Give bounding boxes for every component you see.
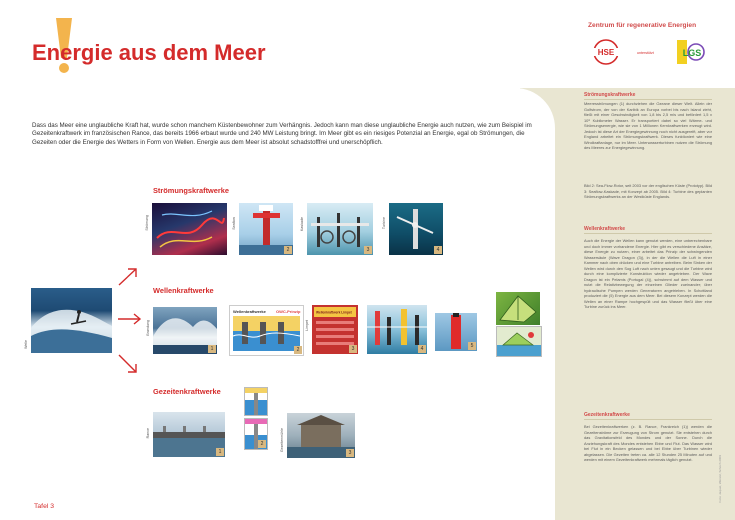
photo-caption: Rance	[146, 428, 150, 439]
wave-dragon-detail-graphic	[497, 327, 541, 356]
photo-number: 2	[284, 246, 292, 254]
flood-diagram-graphic	[245, 388, 267, 415]
owc-diagram-graphic	[230, 306, 303, 355]
photo-number: 4	[418, 345, 426, 353]
sidebar-text-wellen: Auch die Energie der Wellen kann genutzt werden, eine unberechenbare und doch immer vorhandene Energie. Hier gibt es verschiedene Ansätze, diese Energie zu nutzen, einer arbeitet das Prinzip der schwingenden Wassersäule (Wave Dragon (3)), in der die Wellen die Luft in einer Kammer nach oben drücken und eine Turbine antreiben. Beim Sinken der Wellen wird durch den Sog Luft nach unten gesaugt und die Turbine wird durch eine komplizierte Konstruktion wieder angetrieben. Der Wave Dragon ist ein Pelamis (Portugal (4)), schwimmt auf dem Wasser und nutzt die Relativbewegung der einzelnen Glieder zueinander; über hydraulische Pumpen werden Generatoren angetrieben. In Schottland produziert die (5) Energie aus dem Meer. Bei diesem Konzept werden die Wellen an einer Rampe hochgespült und das Wasser fließt über eine Turbine zurück ins Meer.	[584, 238, 712, 309]
photo-caption: Strömung	[145, 215, 149, 231]
diagram-wellen-owc	[229, 305, 304, 356]
photo-number: 3	[349, 345, 357, 353]
photo-stroemung-4	[389, 203, 443, 255]
photo-number: 2	[258, 440, 266, 448]
sidebar-title-stroemung: Strömungskraftwerke	[584, 92, 636, 98]
photo-number: 3	[364, 246, 372, 254]
arrow-up-right-icon	[116, 265, 140, 289]
photo-caption: Limpet	[305, 320, 309, 331]
rance-dam-graphic	[153, 412, 225, 457]
photo-caption: Welle	[24, 340, 28, 349]
lgs-logo	[674, 37, 710, 72]
photo-stroemung-2	[239, 203, 293, 255]
photo-surfer-wave	[31, 288, 112, 353]
sidebar-divider	[584, 99, 712, 100]
hse-logo-graphic	[586, 39, 626, 65]
sidebar-text-stroemung: Meeresströmungen (1) durchziehen die Ozeane dieser Welt. Allein der Golfstrom, der von der Karibik an Europa vorbei bis nach Island zieht, fließt mit einer Geschwindigkeit von 1,8 bis 2,5 m/s und befördert 1,5 x 10⁸ Kubikmeter Wasser. Er transportiert dabei so viel Wärme- und Strömungsenergie, wie sie von 1 Millionen Kernkraftwerken erzeugt wird. Jedoch ist diese Art der Energiegewinnung noch nicht ausgereift, aber vor England arbeitet ein Strömungskraftwerk. Dieses funktioniert wie eine Windkraftanlage, nur im Meer. Unterwasserturbinen nutzen die Strömung des Meeres zur Energiegewinnung.	[584, 101, 712, 150]
photo-caption: Turbine	[382, 217, 386, 230]
zentrum-title: Zentrum für regenerative Energien	[588, 22, 697, 29]
photo-wellen-4	[367, 305, 427, 354]
tide-mill-graphic	[287, 413, 355, 458]
photo-number: 1	[208, 345, 216, 353]
photo-number: 5	[468, 342, 476, 350]
photo-caption: Gezeitenmühle	[280, 428, 284, 453]
diagram-gezeiten-flut	[244, 387, 268, 416]
diagram-wellen-6	[496, 292, 540, 325]
diagram-red-label: Wellenkraftwerk Limpet	[316, 310, 352, 315]
sidebar-title-wellen: Wellenkraftwerke	[584, 226, 626, 232]
sidebar-bilder-stroemung: Bild 2: Sea-Flow-Rotor, seit 2003 vor der englischen Küste (Prototyp). Bild 3: Seaflow-Kaskade, mit Konzept ab 2005. Bild 4: Turbine des geplanten Strömungskraftwerks an der Westküste Englands.	[584, 183, 712, 199]
diagram-wave-label: Wellenkraftwerke	[233, 309, 266, 314]
hse-logo	[586, 39, 626, 70]
photo-gezeiten-1	[153, 412, 225, 457]
tafel-label: Tafel 3	[34, 503, 55, 510]
section-title-wellen: Wellenkraftwerke	[153, 286, 214, 295]
intro-text: Dass das Meer eine unglaubliche Kraft hat, wurde schon manchem Küstenbewohner zum Verhängnis. Jedoch kann man diese unglaubliche Energie auch nutzen, wie zum Beispiel im Gezeitenkraftwerk im französischen Rance, das bereits 1966 erbaut wurde und 240 MW Leistung bringt. Im Meer gibt es ein riesiges Potenzial an Energie, egal ob Strömungen, die Gezeiten oder die Energie des Wetters in Form von Wellen. Energie aus dem Meer ist absolut schadstofffrei und unerschöpflich.	[32, 122, 532, 146]
diagram-wellen-7	[496, 326, 542, 357]
sidebar-text-gezeiten: Bei Gezeitenkraftwerken (z. B. Rance, Frankreich (1)) werden die Gezeitenströme zur Erzeugung von Strom genutzt. Sie entstehen durch das Gravitationsfeld des Mondes und der Sonne. Durch die Anziehungskraft des Mondes entstehen Ebbe und Flut. Das Wasser wird bei Flut in ein Becken gelassen und bei Ebbe über Turbinen wieder abgelassen. Die Gezeiten treten ca. alle 12 Stunden 25 Minuten auf und werden mit einem Gezeitenkraftwerk mehrmals täglich genutzt.	[584, 424, 712, 462]
photo-number: 2	[294, 346, 302, 354]
photo-stroemung-3	[307, 203, 373, 255]
wave-surfer-graphic	[31, 288, 112, 353]
photo-number: 1	[216, 448, 224, 456]
lgs-logo-graphic	[674, 37, 710, 67]
lgs-logo-text: LGS	[682, 48, 702, 58]
photo-caption: Brandung	[146, 320, 150, 336]
supported-label: unterstützt	[637, 51, 654, 55]
page-title: Energie aus dem Meer	[32, 40, 266, 65]
arrow-right-icon	[116, 313, 144, 325]
diagram-wellen-red	[312, 305, 358, 354]
photo-caption: Seaflow	[232, 217, 236, 230]
arrow-down-right-icon	[116, 352, 140, 376]
current-map-graphic	[152, 203, 227, 255]
wave-dragon-graphic	[496, 292, 540, 325]
photo-wellen-5	[435, 313, 477, 351]
photo-wellen-1	[153, 307, 217, 354]
photo-number: 3	[346, 449, 354, 457]
diagram-gezeiten-ebbe	[244, 418, 268, 450]
section-title-stroemung: Strömungskraftwerke	[153, 186, 229, 195]
photo-number: 4	[434, 246, 442, 254]
hse-logo-text: HSE	[597, 48, 615, 57]
sidebar-divider	[584, 233, 712, 234]
sidebar-divider	[584, 419, 712, 420]
photo-gezeiten-3	[287, 413, 355, 458]
photo-stroemung-1	[152, 203, 227, 255]
section-title-gezeiten: Gezeitenkraftwerke	[153, 387, 221, 396]
photo-credit: Foto: Jaquet, Wenzel, Schoch 2009	[718, 455, 722, 503]
photo-caption: Kaskade	[300, 217, 304, 231]
sidebar-title-gezeiten: Gezeitenkraftwerke	[584, 412, 630, 418]
diagram-owc-label: OWC-Prinzip	[276, 309, 301, 314]
